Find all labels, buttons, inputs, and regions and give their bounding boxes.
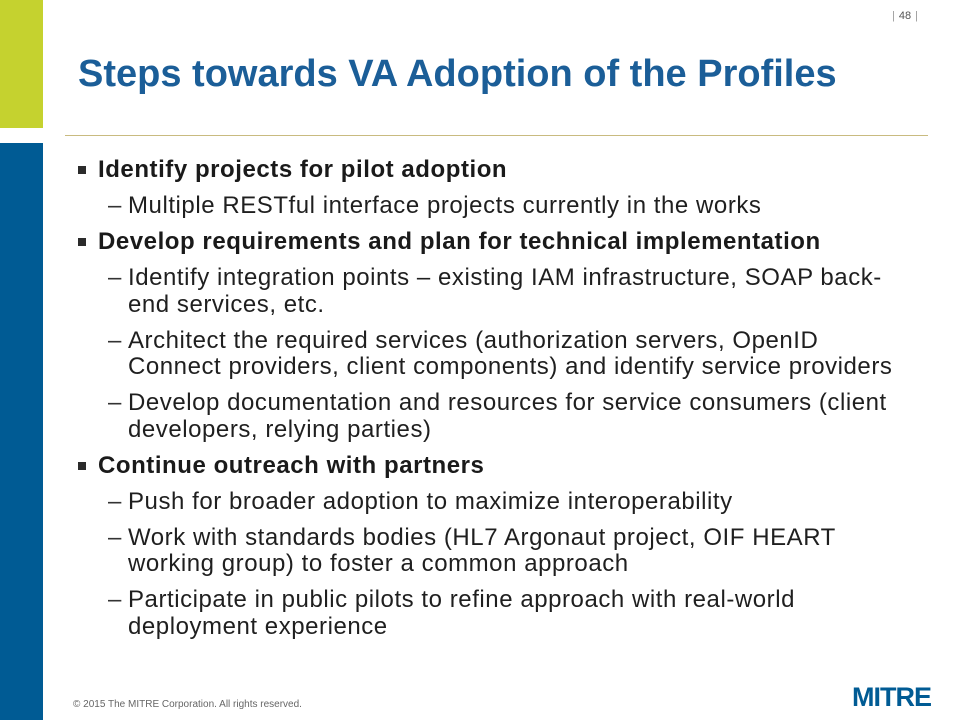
copyright-footer: © 2015 The MITRE Corporation. All rights reserved. <box>73 699 302 710</box>
sub-bullet-line: Architect the required services (authorization servers, OpenID <box>128 326 819 354</box>
sub-bullet-line: Connect providers, client components) and identify service providers <box>128 353 893 380</box>
dash-marker: – <box>108 326 122 354</box>
sub-bullet-line: working group) to foster a common approach <box>128 550 629 577</box>
sub-bullet-item <box>0 390 960 443</box>
sub-bullet-line: deployment experience <box>128 612 388 640</box>
sub-bullet-item <box>0 193 960 220</box>
sub-bullet-line: Develop documentation and resources for service consumers (client <box>128 389 887 416</box>
dash-marker: – <box>108 523 122 551</box>
bullet-item <box>0 229 960 256</box>
dash-marker: – <box>108 487 122 515</box>
sub-bullet-item <box>0 489 960 516</box>
sub-bullet-item <box>0 587 960 640</box>
sub-bullet-line: Push for broader adoption to maximize interoperability <box>128 487 733 515</box>
accent-bar-lime <box>0 0 43 128</box>
square-bullet-icon <box>78 462 86 470</box>
bullet-text: Develop requirements and plan for technical implementation <box>98 228 821 255</box>
dash-marker: – <box>108 389 122 416</box>
sub-bullet-item <box>0 265 960 318</box>
page-number-separator-left: | <box>892 10 895 22</box>
sub-bullet-line: Work with standards bodies (HL7 Argonaut project, OIF HEART <box>128 523 836 551</box>
bullet-text: Identify projects for pilot adoption <box>98 156 508 183</box>
sub-bullet-line: developers, relying parties) <box>128 415 432 443</box>
bullet-item <box>0 453 960 480</box>
page-number-value: 48 <box>898 10 912 22</box>
bullet-text: Continue outreach with partners <box>98 451 485 479</box>
sub-bullet-item <box>0 328 960 381</box>
dash-marker: – <box>108 586 122 613</box>
sub-bullet-line: end services, etc. <box>128 290 325 318</box>
sub-bullet-line: Identify integration points – existing IAM infrastructure, SOAP back- <box>128 264 882 291</box>
dash-marker: – <box>108 264 122 291</box>
page-number-separator-right: | <box>915 10 918 22</box>
square-bullet-icon <box>78 238 86 246</box>
bullet-item <box>0 157 960 184</box>
bullet-list <box>0 157 960 640</box>
page-number <box>892 9 918 23</box>
sub-bullet-item <box>0 525 960 578</box>
sub-bullet-line: Participate in public pilots to refine approach with real-world <box>128 586 795 613</box>
sub-bullet-line: Multiple RESTful interface projects currently in the works <box>128 192 762 219</box>
title-divider <box>65 135 928 136</box>
slide-title: Steps towards VA Adoption of the Profiles <box>78 53 837 95</box>
square-bullet-icon <box>78 166 86 174</box>
mitre-logo: MITRE <box>852 682 931 712</box>
dash-marker: – <box>108 192 122 219</box>
